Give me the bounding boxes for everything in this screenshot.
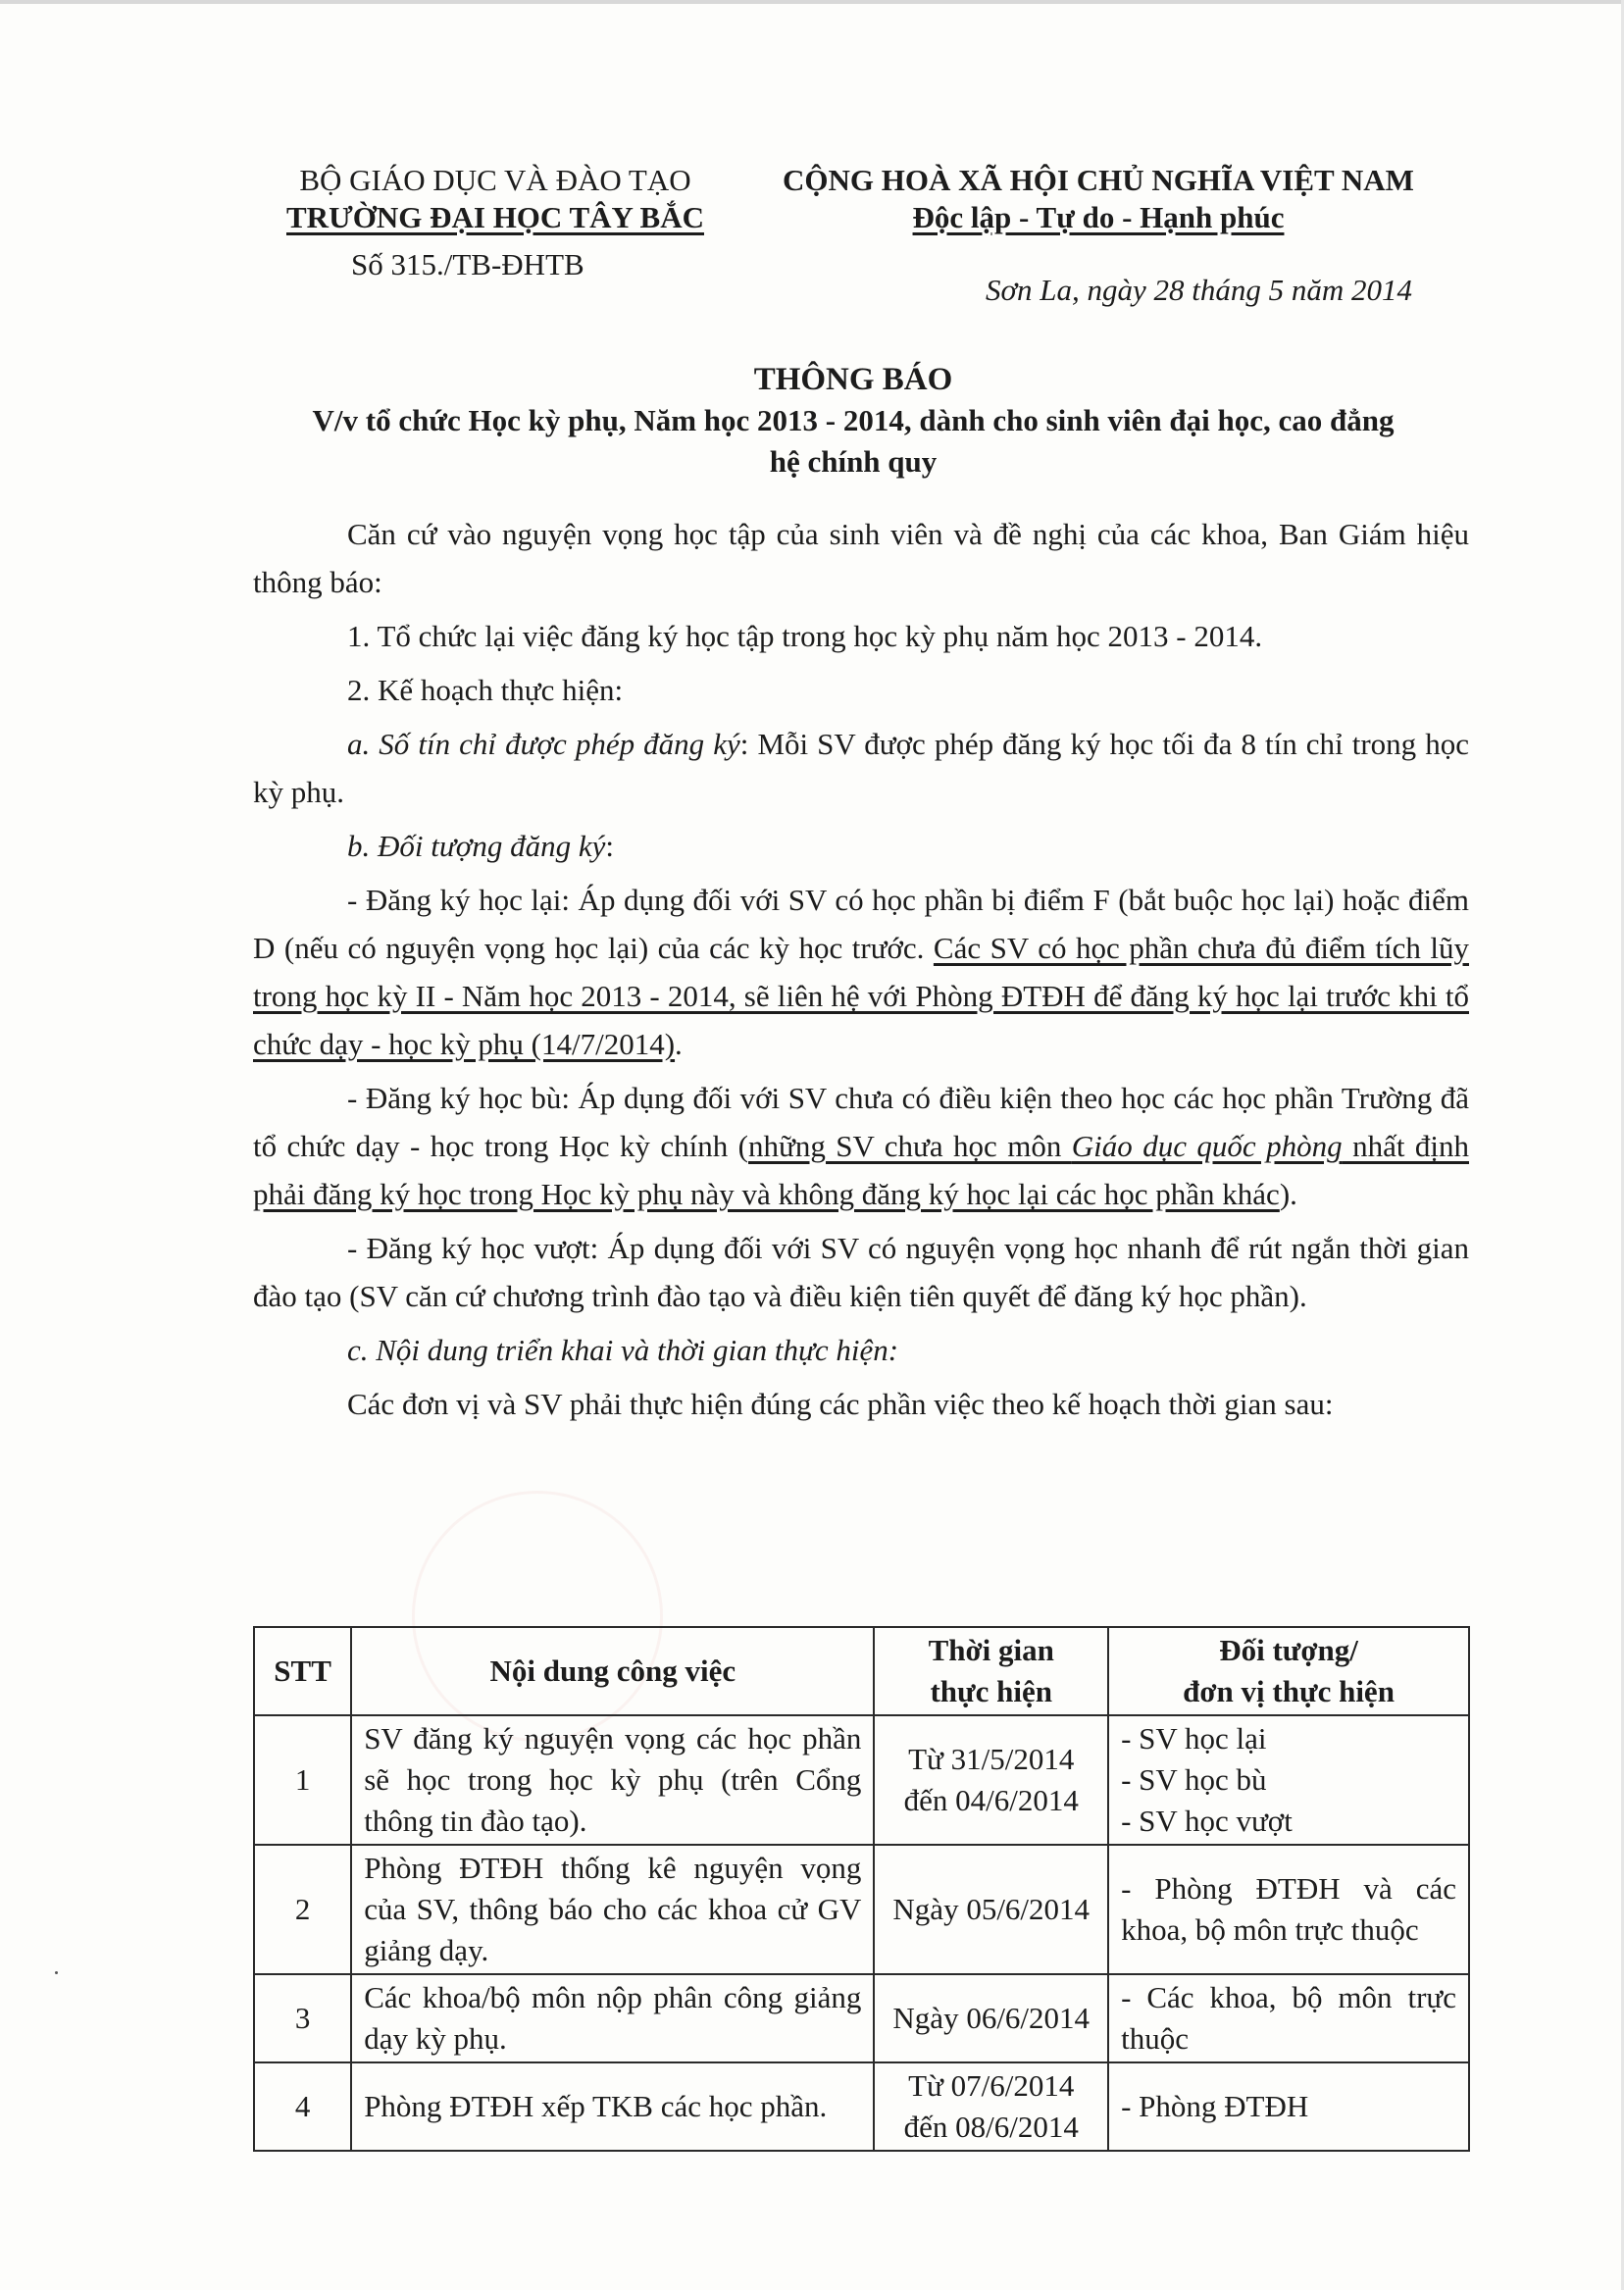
intro-paragraph: Căn cứ vào nguyện vọng học tập của sinh viên và đề nghị của các khoa, Ban Giám hiệu thông báo: (253, 517, 1469, 599)
section-c-label: c. Nội dung triển khai và thời gian thực hiện (347, 1333, 888, 1367)
makeup-paragraph (253, 1074, 1469, 1218)
cell-time-line-1: Từ 07/6/2014 (908, 2068, 1075, 2103)
school-name: TRƯỜNG ĐẠI HỌC TÂY BẮC (286, 200, 704, 234)
cell-responsible: - Phòng ĐTĐH (1108, 2062, 1469, 2151)
cell-content: Các khoa/bộ môn nộp phân công giảng dạy kỳ phụ. (351, 1974, 874, 2062)
place-date: Sơn La, ngày 28 tháng 5 năm 2014 (985, 273, 1412, 307)
cell-responsible-line-2: - SV học bù (1121, 1762, 1267, 1797)
makeup-underlined-part-2: nhất định phải đăng ký học trong Học kỳ phụ này và không đăng ký học lại các học phần khác (253, 1129, 1469, 1211)
advance-paragraph: - Đăng ký học vượt: Áp dụng đối với SV có nguyện vọng học nhanh để rút ngắn thời gian đào tạo (SV căn cứ chương trình đào tạo và điều kiện tiên quyết để đăng ký học phần). (253, 1231, 1469, 1313)
relearn-text: - Đăng ký học lại: Áp dụng đối với SV có học phần bị điểm F (bắt buộc học lại) hoặc điểm D (nếu có nguyện vọng học lại) của các kỳ học trước. (253, 883, 1469, 965)
issuer-block (265, 162, 726, 283)
table-row (254, 1845, 1469, 1974)
relearn-end: . (675, 1027, 683, 1061)
document-body (253, 510, 1469, 1434)
relearn-paragraph (253, 876, 1469, 1068)
document-number: Số 315./TB-ĐHTB (351, 247, 584, 281)
schedule-intro: Các đơn vị và SV phải thực hiện đúng các phần việc theo kế hoạch thời gian sau: (347, 1387, 1334, 1421)
country-name: CỘNG HOÀ XÃ HỘI CHỦ NGHĨA VIỆT NAM (783, 163, 1414, 197)
cell-content: Phòng ĐTĐH xếp TKB các học phần. (351, 2062, 874, 2151)
schedule-table (253, 1626, 1470, 2152)
makeup-end: ). (1279, 1177, 1297, 1211)
makeup-underlined-subject: Giáo dục quốc phòng (1071, 1129, 1343, 1163)
item-1: 1. Tổ chức lại việc đăng ký học tập trong học kỳ phụ năm học 2013 - 2014. (347, 619, 1263, 653)
relearn-underlined-note: Các SV có học phần chưa đủ điểm tích lũy trong học kỳ II - Năm học 2013 - 2014, sẽ liên hệ với Phòng ĐTĐH để đăng ký học lại trước khi tổ chức dạy - học kỳ phụ (14/7/2014) (253, 931, 1469, 1061)
cell-time-line-2: đến 04/6/2014 (903, 1783, 1079, 1817)
section-a-text: : Mỗi SV được phép đăng ký học tối đa 8 tín chỉ trong học kỳ phụ. (253, 727, 1469, 809)
cell-time: Ngày 06/6/2014 (874, 1974, 1108, 2062)
title-main: THÔNG BÁO (753, 362, 953, 397)
ministry-name: BỘ GIÁO DỤC VÀ ĐÀO TẠO (299, 163, 691, 197)
cell-content: Phòng ĐTĐH thống kê nguyện vọng của SV, thông báo cho các khoa cử GV giảng dạy. (351, 1845, 874, 1974)
section-c-colon: : (888, 1333, 899, 1367)
table-row (254, 1715, 1469, 1845)
cell-stt: 2 (254, 1845, 351, 1974)
cell-responsible: - Các khoa, bộ môn trực thuộc (1108, 1974, 1469, 2062)
makeup-text: - Đăng ký học bù: Áp dụng đối với SV chưa có điều kiện theo học các học phần Trường đã tổ chức dạy - học trong Học kỳ chính ( (253, 1081, 1469, 1163)
cell-time (874, 1715, 1108, 1845)
cell-content: SV đăng ký nguyện vọng các học phần sẽ học trong học kỳ phụ (trên Cổng thông tin đào tạo). (351, 1715, 874, 1845)
header-time (874, 1627, 1108, 1715)
cell-time-line-1: Từ 31/5/2014 (908, 1742, 1075, 1776)
cell-responsible-line-3: - SV học vượt (1121, 1804, 1293, 1838)
cell-responsible-line-1: - SV học lại (1121, 1721, 1267, 1756)
section-b-colon: : (605, 829, 614, 863)
section-b-label: b. Đối tượng đăng ký (347, 829, 606, 863)
national-motto: Độc lập - Tự do - Hạnh phúc (912, 200, 1285, 234)
header-content: Nội dung công việc (351, 1627, 874, 1715)
header-stt: STT (254, 1627, 351, 1715)
cell-time: Ngày 05/6/2014 (874, 1845, 1108, 1974)
document-title (235, 359, 1471, 483)
cell-stt: 3 (254, 1974, 351, 2062)
section-a (253, 720, 1469, 816)
cell-time (874, 2062, 1108, 2151)
section-b-heading (253, 822, 1469, 870)
section-c-heading (253, 1326, 1469, 1374)
subject-line-1: V/v tổ chức Học kỳ phụ, Năm học 2013 - 2014, dành cho sinh viên đại học, cao đẳng (312, 403, 1395, 437)
table-header-row (254, 1627, 1469, 1715)
subject-line-2: hệ chính quy (769, 444, 938, 479)
table-row (254, 1974, 1469, 2062)
table-row (254, 2062, 1469, 2151)
header-responsible-line-2: đơn vị thực hiện (1183, 1674, 1395, 1708)
item-2: 2. Kế hoạch thực hiện: (347, 673, 624, 707)
section-a-label: a. Số tín chỉ được phép đăng ký (347, 727, 740, 761)
cell-time-line-2: đến 08/6/2014 (903, 2110, 1079, 2144)
cell-stt: 1 (254, 1715, 351, 1845)
cell-responsible (1108, 1715, 1469, 1845)
header-time-line-2: thực hiện (930, 1674, 1052, 1708)
cell-stt: 4 (254, 2062, 351, 2151)
scan-speck (55, 1971, 58, 1974)
header-responsible-line-1: Đối tượng/ (1219, 1633, 1358, 1667)
header-responsible (1108, 1627, 1469, 1715)
makeup-underlined-part-1: những SV chưa học môn (748, 1129, 1072, 1163)
header-time-line-1: Thời gian (928, 1633, 1054, 1667)
national-header (745, 162, 1451, 236)
scan-edge-top (0, 0, 1624, 4)
cell-responsible: - Phòng ĐTĐH và các khoa, bộ môn trực thuộc (1108, 1845, 1469, 1974)
